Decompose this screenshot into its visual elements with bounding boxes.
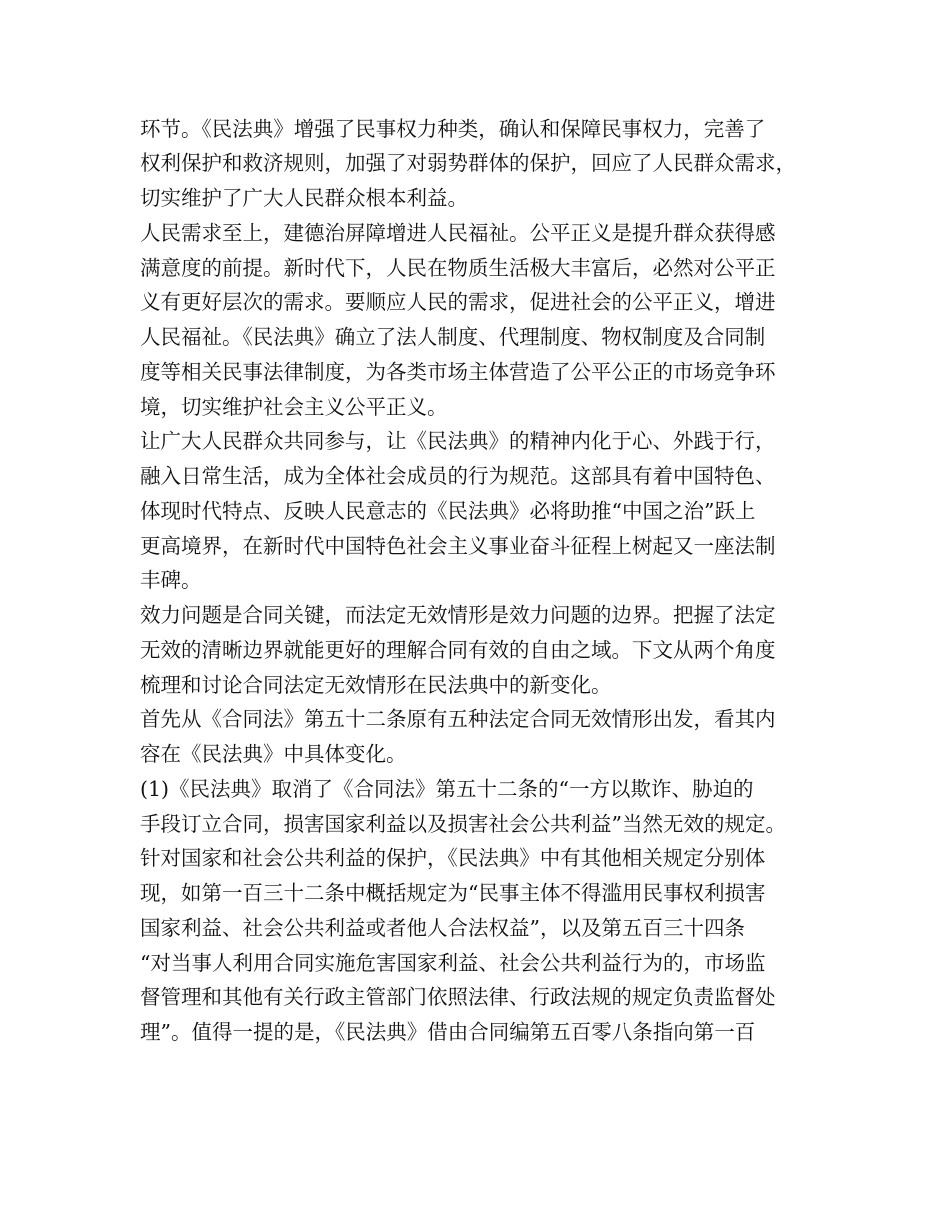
text-line: 体现时代特点、反映人民意志的《民法典》必将助推“中国之治”跃上 <box>140 499 756 523</box>
text-line: 人民需求至上，建德治屏障增进人民福祉。公平正义是提升群众获得感 <box>140 221 776 245</box>
text-line: 切实维护了广大人民群众根本利益。 <box>140 186 468 210</box>
text-line: 手段订立合同，损害国家利益以及损害社会公共利益”当然无效的规定。 <box>140 812 786 836</box>
text-line: 更高境界，在新时代中国特色社会主义事业奋斗征程上树起又一座法制 <box>140 534 776 558</box>
text-line: 容在《民法典》中具体变化。 <box>140 742 407 766</box>
text-line: 针对国家和社会公共利益的保护，《民法典》中有其他相关规定分别体 <box>140 846 766 870</box>
text-line: 满意度的前提。新时代下，人民在物质生活极大丰富后，必然对公平正 <box>140 256 776 280</box>
text-line: 首先从《合同法》第五十二条原有五种法定合同无效情形出发，看其内 <box>140 707 776 731</box>
text-line: 度等相关民事法律制度，为各类市场主体营造了公平公正的市场竞争环 <box>140 360 776 384</box>
text-line: 权利保护和救济规则，加强了对弱势群体的保护，回应了人民群众需求， <box>140 151 796 175</box>
text-line: 无效的清晰边界就能更好的理解合同有效的自由之域。下文从两个角度 <box>140 638 776 662</box>
text-line: 人民福祉。《民法典》确立了法人制度、代理制度、物权制度及合同制 <box>140 325 766 349</box>
text-line: 现，如第一百三十二条中概括规定为“民事主体不得滥用民事权利损害 <box>140 881 766 905</box>
text-line: 丰碑。 <box>140 568 202 592</box>
text-line: (1)《民法典》取消了《合同法》第五十二条的“一方以欺诈、胁迫的 <box>140 777 754 801</box>
text-line: 融入日常生活，成为全体社会成员的行为规范。这部具有着中国特色、 <box>140 464 776 488</box>
text-line: 效力问题是合同关键，而法定无效情形是效力问题的边界。把握了法定 <box>140 603 776 627</box>
text-line: 理”。值得一提的是，《民法典》借由合同编第五百零八条指向第一百 <box>140 1020 756 1044</box>
text-line: “对当事人利用合同实施危害国家利益、社会公共利益行为的，市场监 <box>140 951 766 975</box>
text-line: 督管理和其他有关行政主管部门依照法律、行政法规的规定负责监督处 <box>140 985 776 1009</box>
text-line: 国家利益、社会公共利益或者他人合法权益”，以及第五百三十四条 <box>140 916 745 940</box>
text-line: 梳理和讨论合同法定无效情形在民法典中的新变化。 <box>140 673 612 697</box>
text-line: 让广大人民群众共同参与，让《民法典》的精神内化于心、外践于行， <box>140 429 776 453</box>
text-line: 境，切实维护社会主义公平正义。 <box>140 395 448 419</box>
text-line: 义有更好层次的需求。要顺应人民的需求，促进社会的公平正义，增进 <box>140 290 776 314</box>
text-line: 环节。《民法典》增强了民事权力种类，确认和保障民事权力，完善了 <box>140 117 766 141</box>
